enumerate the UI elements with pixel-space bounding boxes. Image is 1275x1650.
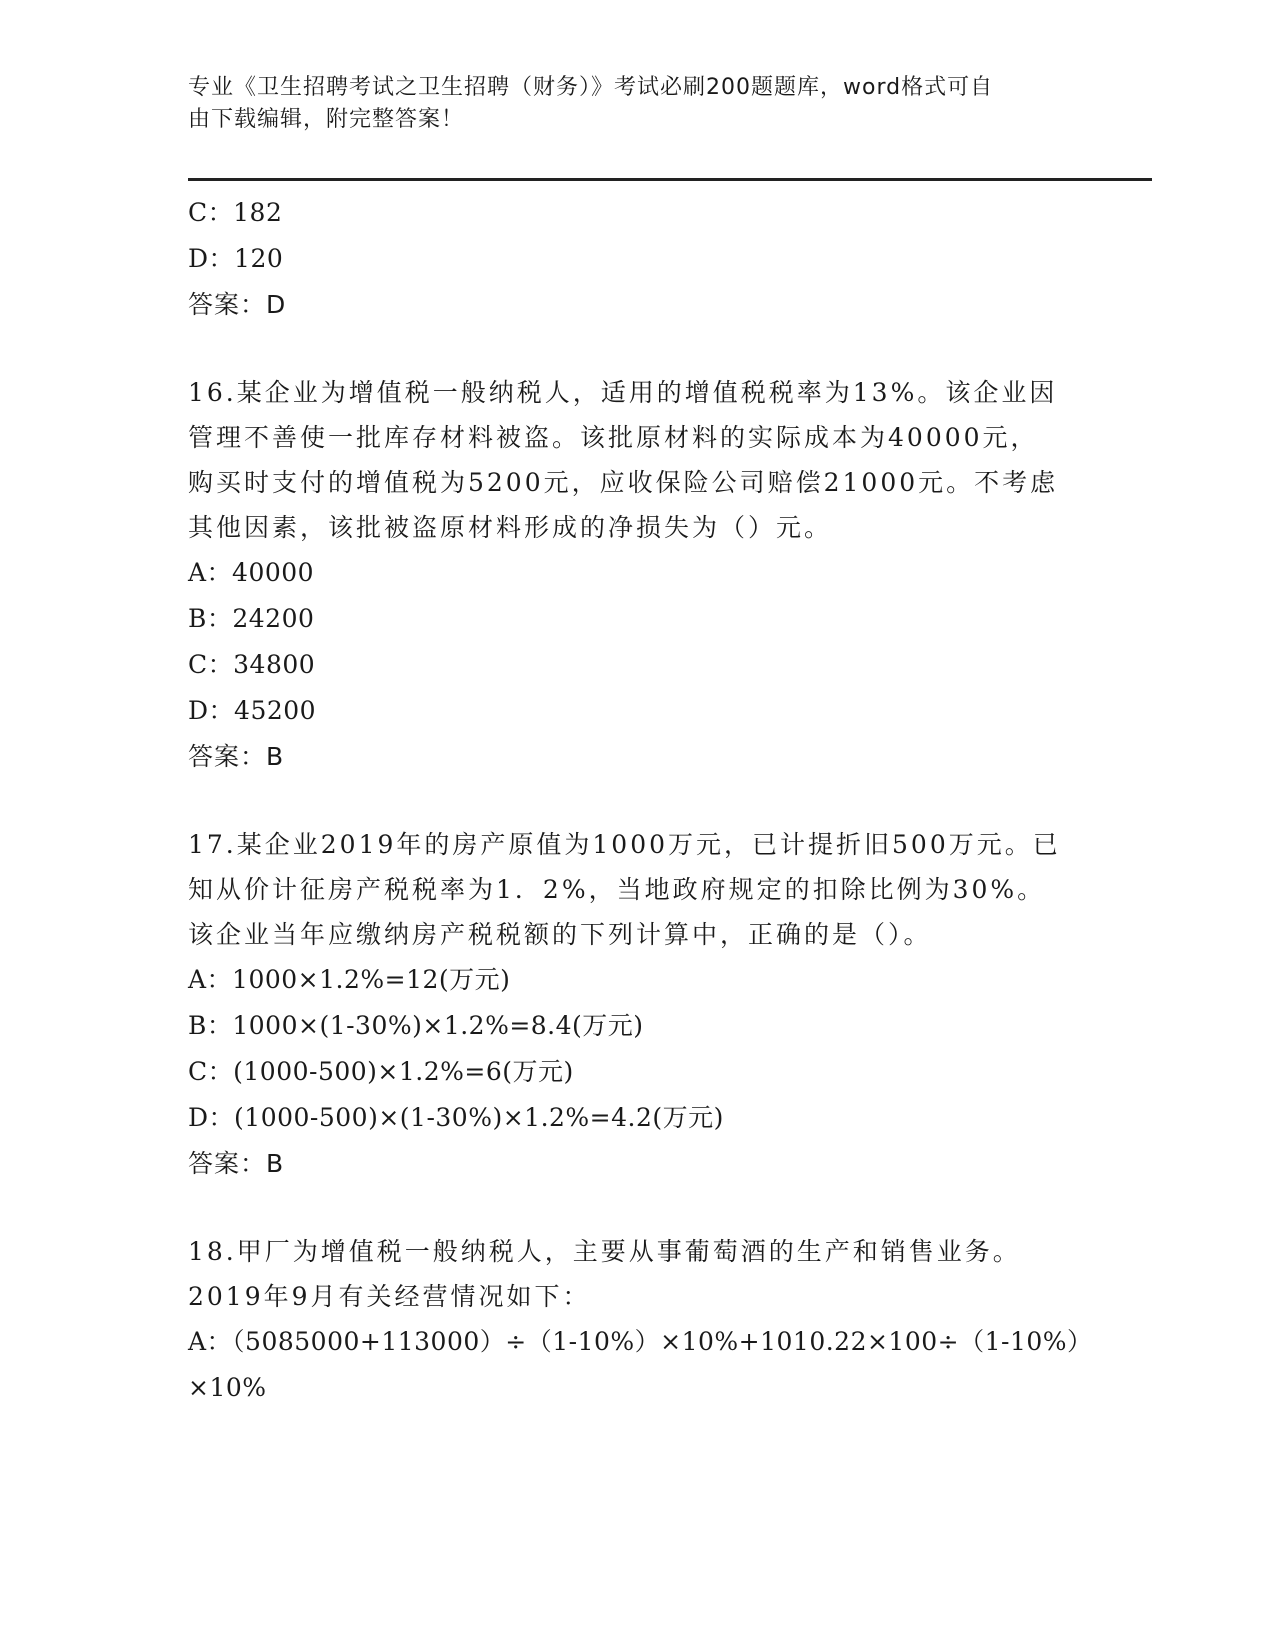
option-d: D：120 <box>188 244 284 273</box>
header-line-1: 专业《卫生招聘考试之卫生招聘（财务）》考试必刷200题题库，word格式可自 <box>188 75 994 100</box>
question-text-line: 知从价计征房产税税率为1．2%，当地政府规定的扣除比例为30%。 <box>188 875 1046 904</box>
question-text-line: 16.某企业为增值税一般纳税人，适用的增值税税率为13%。该企业因 <box>188 378 1058 407</box>
page-header <box>188 72 1088 136</box>
option-a: A：40000 <box>188 558 315 587</box>
option-c: C：34800 <box>188 650 316 679</box>
option-d: D：45200 <box>188 696 317 725</box>
question-text-line: 购买时支付的增值税为5200元，应收保险公司赔偿21000元。不考虑 <box>188 468 1059 497</box>
answer-line: 答案：B <box>188 742 285 771</box>
option-b: B：1000×(1-30%)×1.2%=8.4(万元) <box>188 1011 644 1040</box>
option-a-continuation: ×10% <box>188 1373 267 1402</box>
question-text-line: 其他因素，该批被盗原材料形成的净损失为（）元。 <box>188 513 833 542</box>
document-body <box>188 190 1093 1411</box>
option-c: C：182 <box>188 198 283 227</box>
question-17 <box>188 822 1088 1187</box>
question-text-line: 管理不善使一批库存材料被盗。该批原材料的实际成本为40000元， <box>188 423 1039 452</box>
question-text-line: 2019年9月有关经营情况如下： <box>188 1282 591 1311</box>
option-a: A：1000×1.2%=12(万元) <box>188 965 511 994</box>
question-text-line: 18.甲厂为增值税一般纳税人，主要从事葡萄酒的生产和销售业务。 <box>188 1237 1021 1266</box>
question-18 <box>188 1229 1093 1411</box>
option-c: C：(1000-500)×1.2%=6(万元) <box>188 1057 574 1086</box>
header-divider <box>188 178 1152 181</box>
option-d: D：(1000-500)×(1-30%)×1.2%=4.2(万元) <box>188 1103 724 1132</box>
question-16 <box>188 370 1088 780</box>
question-text-line: 17.某企业2019年的房产原值为1000万元，已计提折旧500万元。已 <box>188 830 1061 859</box>
question-text-line: 该企业当年应缴纳房产税税额的下列计算中，正确的是（）。 <box>188 920 932 949</box>
option-b: B：24200 <box>188 604 315 633</box>
option-a: A：（5085000+113000）÷（1-10%）×10%+1010.22×100÷（1-10%） <box>188 1327 1093 1356</box>
answer-line: 答案：D <box>188 290 287 319</box>
answer-line: 答案：B <box>188 1149 285 1178</box>
previous-question-tail <box>188 190 1088 328</box>
header-line-2: 由下载编辑，附完整答案！ <box>188 107 465 132</box>
